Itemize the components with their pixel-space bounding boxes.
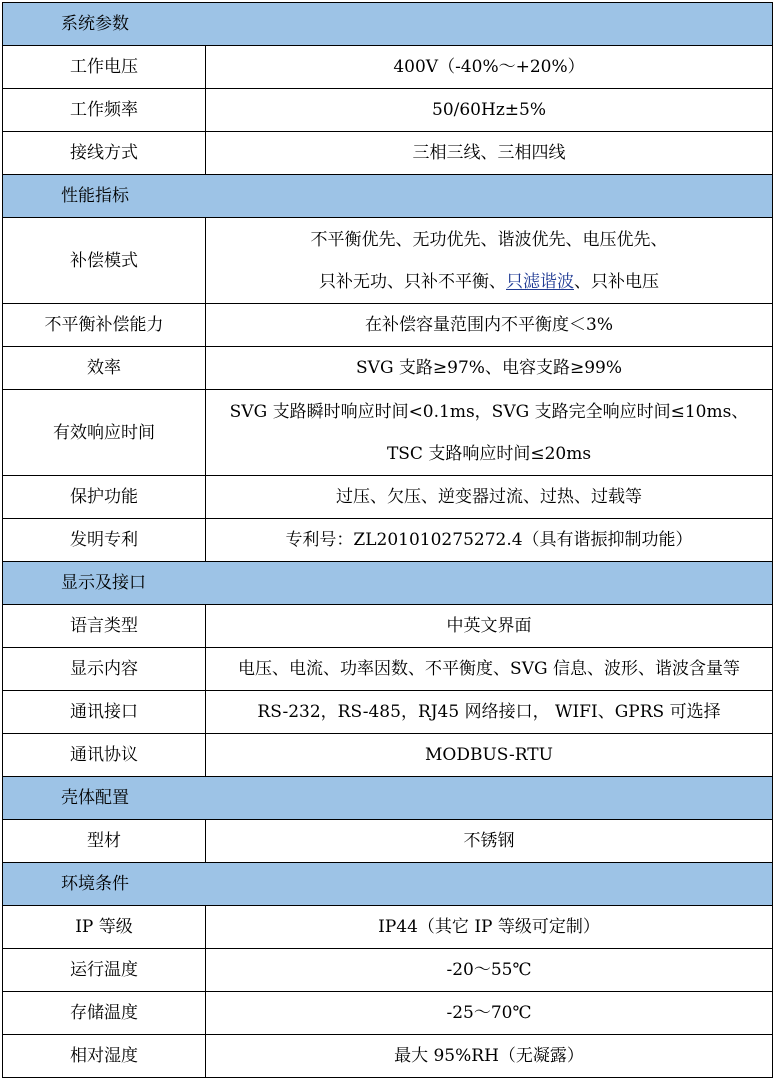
table-row (3, 132, 773, 175)
row-value: -25～70℃ (206, 992, 773, 1035)
row-value: 在补偿容量范围内不平衡度＜3% (206, 304, 773, 347)
section-header-enclosure (3, 777, 773, 820)
row-value: 专利号：ZL201010275272.4（具有谐振抑制功能） (206, 519, 773, 562)
table-row (3, 46, 773, 89)
value-line-2 (212, 261, 766, 303)
value-text: 、只补电压 (574, 271, 659, 292)
spec-table (2, 2, 773, 1078)
row-label: 有效响应时间 (3, 390, 206, 476)
table-row (3, 949, 773, 992)
table-row (3, 304, 773, 347)
row-value: 过压、欠压、逆变器过流、过热、过载等 (206, 476, 773, 519)
section-title: 性能指标 (3, 175, 773, 218)
row-value: -20～55℃ (206, 949, 773, 992)
table-row (3, 906, 773, 949)
table-row (3, 605, 773, 648)
row-value: 电压、电流、功率因数、不平衡度、SVG 信息、波形、谐波含量等 (206, 648, 773, 691)
row-value: 三相三线、三相四线 (206, 132, 773, 175)
table-row (3, 218, 773, 304)
row-label: 保护功能 (3, 476, 206, 519)
row-value: 中英文界面 (206, 605, 773, 648)
row-value: SVG 支路≥97%、电容支路≥99% (206, 347, 773, 390)
table-row (3, 347, 773, 390)
table-row (3, 648, 773, 691)
row-label: 接线方式 (3, 132, 206, 175)
row-value: 最大 95%RH（无凝露） (206, 1035, 773, 1078)
table-row (3, 390, 773, 476)
row-label: 语言类型 (3, 605, 206, 648)
section-title: 系统参数 (3, 3, 773, 46)
section-title: 显示及接口 (3, 562, 773, 605)
row-value: 400V（-40%～+20%） (206, 46, 773, 89)
row-value: RS-232，RS-485，RJ45 网络接口， WIFI、GPRS 可选择 (206, 691, 773, 734)
section-header-display-interface (3, 562, 773, 605)
row-label: 效率 (3, 347, 206, 390)
row-label: IP 等级 (3, 906, 206, 949)
row-label: 补偿模式 (3, 218, 206, 304)
row-value: MODBUS-RTU (206, 734, 773, 777)
row-value (206, 390, 773, 476)
table-row (3, 519, 773, 562)
section-title: 环境条件 (3, 863, 773, 906)
row-value: 50/60Hz±5% (206, 89, 773, 132)
table-row (3, 734, 773, 777)
table-row (3, 1035, 773, 1078)
section-header-environment (3, 863, 773, 906)
value-line-1: 不平衡优先、无功优先、谐波优先、电压优先、 (310, 229, 668, 250)
table-row (3, 89, 773, 132)
value-line-1: SVG 支路瞬时响应时间<0.1ms，SVG 支路完全响应时间≤10ms、 (229, 401, 749, 422)
row-label: 运行温度 (3, 949, 206, 992)
row-label: 通讯接口 (3, 691, 206, 734)
table-row (3, 476, 773, 519)
row-label: 通讯协议 (3, 734, 206, 777)
row-value: IP44（其它 IP 等级可定制） (206, 906, 773, 949)
row-label: 发明专利 (3, 519, 206, 562)
section-header-performance (3, 175, 773, 218)
row-label: 工作电压 (3, 46, 206, 89)
table-row (3, 992, 773, 1035)
row-label: 工作频率 (3, 89, 206, 132)
row-value (206, 218, 773, 304)
table-row (3, 691, 773, 734)
section-header-system-params (3, 3, 773, 46)
value-line-2: TSC 支路响应时间≤20ms (386, 443, 592, 464)
row-value: 不锈钢 (206, 820, 773, 863)
harmonic-filter-link[interactable]: 只滤谐波 (506, 271, 574, 292)
section-title: 壳体配置 (3, 777, 773, 820)
row-label: 型材 (3, 820, 206, 863)
value-text: 只补无功、只补不平衡、 (319, 271, 506, 292)
row-label: 不平衡补偿能力 (3, 304, 206, 347)
row-label: 显示内容 (3, 648, 206, 691)
row-label: 相对湿度 (3, 1035, 206, 1078)
table-row (3, 820, 773, 863)
row-label: 存储温度 (3, 992, 206, 1035)
